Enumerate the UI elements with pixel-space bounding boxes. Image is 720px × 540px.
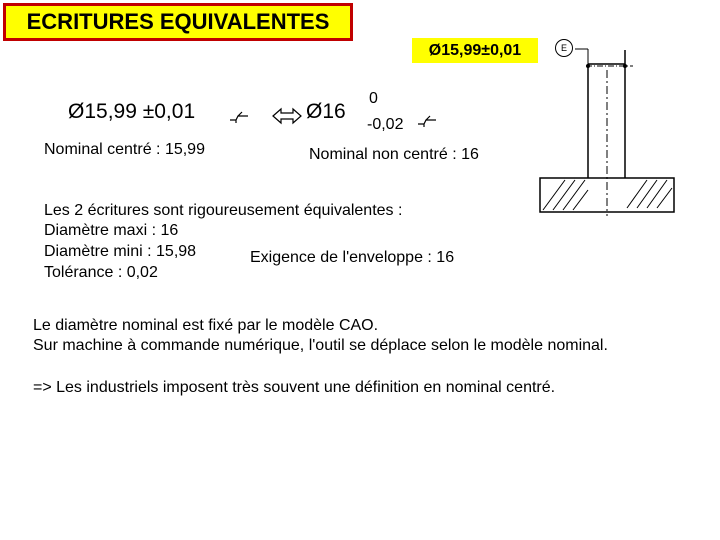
details-line-1: Les 2 écritures sont rigoureusement équivalentes : [44,202,403,219]
details-line-4: Tolérance : 0,02 [44,264,158,281]
details-line-3: Diamètre mini : 15,98 [44,243,197,260]
details-line-2: Diamètre maxi : 16 [44,222,179,239]
envelope-requirement: Exigence de l'enveloppe : 16 [250,249,455,266]
notes-line-3: => Les industriels imposent très souvent une définition en nominal centré. [33,379,556,396]
pointing-hand-icon [228,106,250,124]
non-centered-notation: Ø16 [306,100,346,123]
centered-caption: Nominal centré : 15,99 [44,141,205,158]
double-arrow-icon [272,107,302,125]
pointing-hand-icon [416,110,438,128]
title-banner [3,3,353,41]
non-centered-caption: Nominal non centré : 16 [309,146,479,163]
envelope-symbol: E [555,39,573,57]
tolerance-label: Ø15,99±0,01 [412,38,538,63]
notes-line-2: Sur machine à commande numérique, l'outil se déplace selon le modèle nominal. [33,337,608,354]
shaft-drawing [535,40,715,220]
centered-notation: Ø15,99 ±0,01 [68,100,196,123]
notes-line-1: Le diamètre nominal est fixé par le modèle CAO. [33,317,379,334]
lower-deviation: -0,02 [367,116,404,133]
page-title: ECRITURES EQUIVALENTES [26,9,330,34]
upper-deviation: 0 [369,90,378,107]
